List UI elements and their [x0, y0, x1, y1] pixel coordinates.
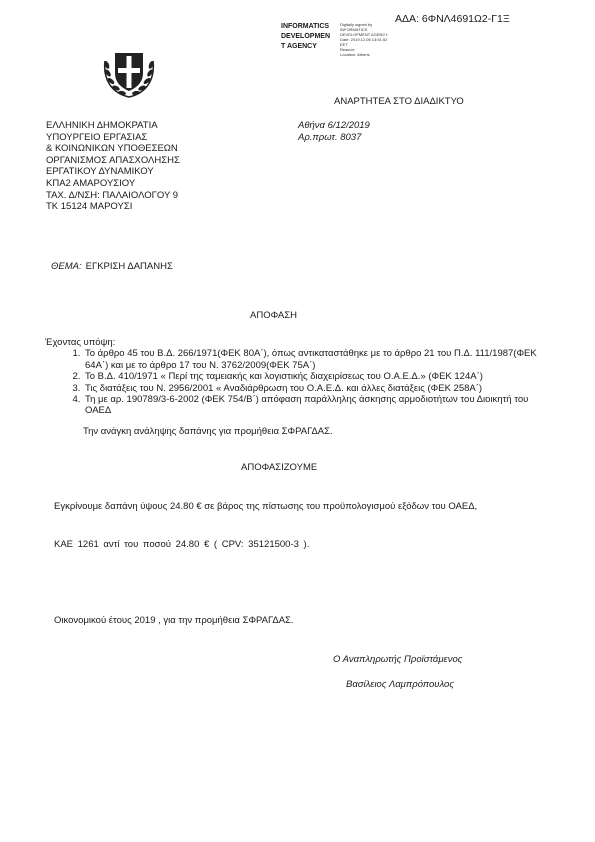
date-protocol-block — [298, 120, 370, 143]
place-date: Αθήνα 6/12/2019 — [298, 120, 370, 131]
stamp-detail-line: Digitally signed by — [340, 22, 373, 27]
recitals-section — [45, 337, 555, 417]
signer-name: Βασίλειος Λαμπρόπουλος — [346, 679, 454, 690]
sender-line: ΕΛΛΗΝΙΚΗ ΔΗΜΟΚΡΑΤΙΑ — [46, 120, 158, 131]
decision-heading: ΑΠΟΦΑΣΗ — [250, 310, 297, 321]
sender-line: ΟΡΓΑΝΙΣΜΟΣ ΑΠΑΣΧΟΛΗΣΗΣ — [46, 154, 180, 166]
stamp-line: INFORMATICS — [281, 23, 330, 30]
recital-item: 1. Το άρθρο 45 του Β.Δ. 266/1971(ΦΕΚ 80Α΄), όπως αντικαταστάθηκε με το άρθρο 21 του Π.Δ. 111/1987(ΦΕΚ 64Α΄) και με το άρθρο 17 του Ν. 3762/2009(ΦΕΚ 75Α΄) — [83, 348, 555, 371]
recital-item: 4. Τη με αρ. 190789/3-6-2002 (ΦΕΚ 754/Β΄) απόφαση παράλληλης άσκησης αρμοδιοτήτων του Διοικητή του ΟΑΕΔ — [83, 394, 555, 417]
ada-code: ΑΔΑ: 6ΦΝΛ4691Ω2-Γ1Ξ — [395, 13, 510, 25]
greek-coat-of-arms-icon — [99, 41, 159, 101]
recitals-intro: Έχοντας υπόψη: — [45, 337, 116, 348]
digital-signature-details — [340, 22, 388, 57]
recitals-closing: Την ανάγκη ανάληψης δαπάνης για προμήθεια ΣΦΡΑΓΔΑΣ. — [83, 426, 333, 437]
stamp-detail-line: Reason: — [340, 47, 355, 52]
sender-block — [46, 120, 180, 213]
sender-line: ΤΑΧ. Δ/ΝΣΗ: ΠΑΛΑΙΟΛΟΓΟΥ 9 — [46, 189, 179, 201]
subject-label: ΘΕΜΑ: — [51, 261, 82, 272]
fiscal-year-line: Οικονομικού έτους 2019 , για την προμήθεια ΣΦΡΑΓΔΑΣ. — [54, 615, 294, 626]
sender-line: & ΚΟΙΝΩΝΙΚΩΝ ΥΠΟΘΕΣΕΩΝ — [46, 143, 178, 155]
sender-line: ΥΠΟΥΡΓΕΙΟ ΕΡΓΑΣΙΑΣ — [46, 131, 148, 143]
stamp-detail-line: EET — [340, 42, 348, 47]
signer-title: Ο Αναπληρωτής Προϊστάμενος — [333, 654, 463, 665]
stamp-detail-line: DEVELOPMENT AGENCY — [340, 32, 388, 37]
kae-line: ΚΑΕ 1261 αντί του ποσού 24.80 € ( CPV: 35121500-3 ). — [54, 539, 310, 550]
approval-paragraph: Εγκρίνουμε δαπάνη ύψους 24.80 € σε βάρος της πίστωσης του προϋπολογισμού εξόδων του ΟΑΕΔ, — [54, 501, 478, 512]
stamp-detail-line: INFORMATICS — [340, 27, 368, 32]
recital-item: 2. Το Β.Δ. 410/1971 « Περί της ταμειακής και λογιστικής διαχειρίσεως του Ο.Α.Ε.Δ.» (ΦΕΚ 124Α΄) — [83, 371, 555, 382]
sender-line: ΤΚ 15124 ΜΑΡΟΥΣΙ — [46, 201, 133, 213]
sender-line: ΕΡΓΑΤΙΚΟΥ ΔΥΝΑΜΙΚΟΥ — [46, 166, 154, 178]
decide-heading: ΑΠΟΦΑΣΙΖΟΥΜΕ — [241, 462, 318, 473]
stamp-line: DEVELOPMEN — [281, 33, 331, 40]
posting-notice: ΑΝΑΡΤΗΤΕΑ ΣΤΟ ΔΙΑΔΙΚΤΥΟ — [334, 96, 464, 107]
protocol-number: Αρ.πρωτ. 8037 — [298, 131, 362, 143]
subject-text: ΕΓΚΡΙΣΗ ΔΑΠΑΝΗΣ — [85, 261, 173, 272]
subject-line — [51, 261, 173, 272]
stamp-detail-line: Date: 2019.12.06 13:51:52 — [340, 37, 388, 42]
stamp-detail-line: Location: Athens — [340, 52, 370, 57]
recital-item: 3. Τις διατάξεις του Ν. 2956/2001 « Αναδιάρθρωση του Ο.Α.Ε.Δ. και άλλες διατάξεις (ΦΕΚ 258Α΄) — [83, 383, 555, 394]
digital-signature-stamp — [281, 22, 330, 52]
sender-line: ΚΠΑ2 ΑΜΑΡΟΥΣΙΟΥ — [46, 177, 136, 189]
stamp-line: T AGENCY — [281, 43, 317, 50]
